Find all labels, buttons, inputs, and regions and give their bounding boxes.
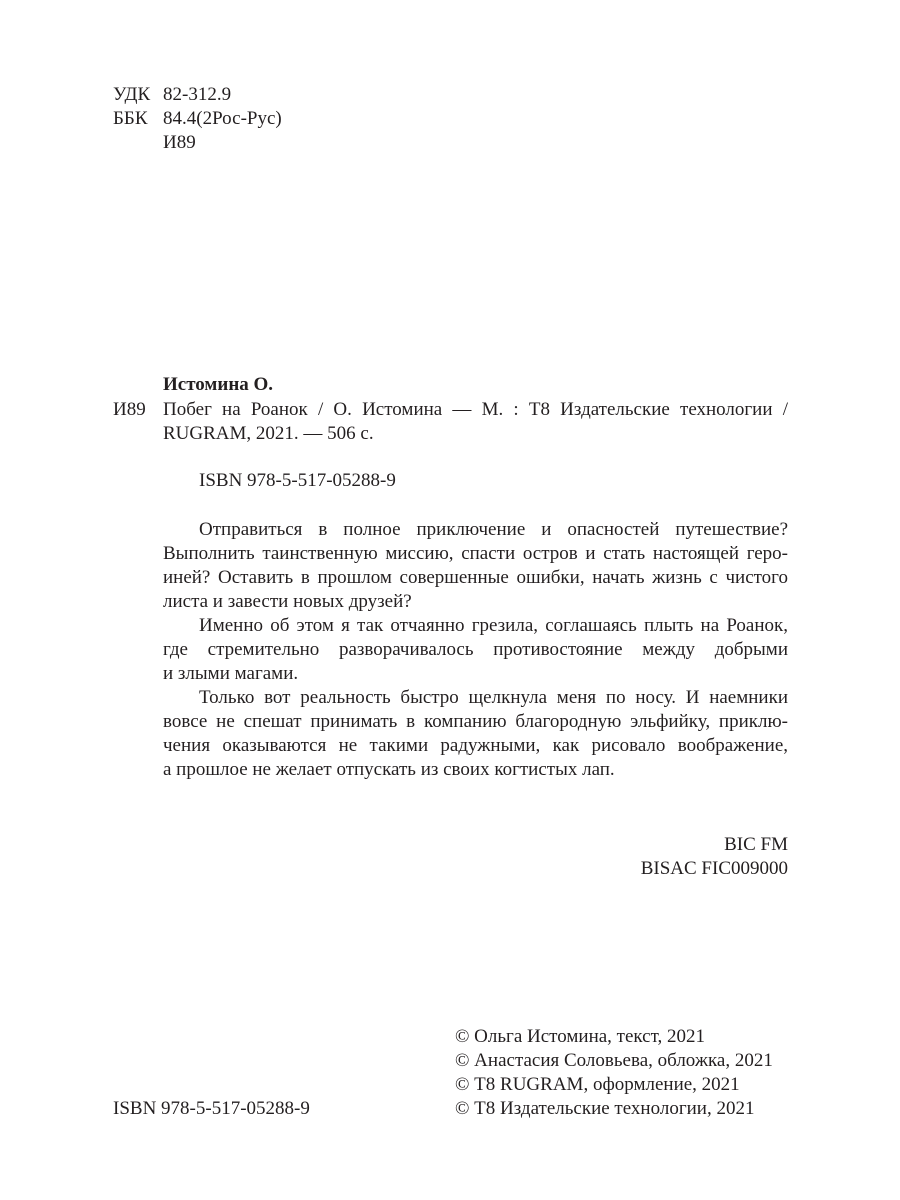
annotation-line: Отправиться в полное приключение и опасностей путешествие? <box>199 519 788 540</box>
udk-label: УДК <box>113 84 151 105</box>
bbk-label: ББК <box>113 108 148 129</box>
bbk-value: 84.4(2Рос-Рус) <box>163 108 282 129</box>
annotation-line: и злыми магами. <box>163 663 299 684</box>
annotation-line: листа и завести новых друзей? <box>163 591 412 612</box>
bib-line: Побег на Роанок / О. Истомина — М. : Т8 Издательские технологии / <box>163 399 788 420</box>
annotation-line: чения оказываются не такими радужными, как рисовало воображение, <box>163 735 788 756</box>
record-author: Истомина О. <box>163 374 274 395</box>
bib-line: RUGRAM, 2021. — 506 с. <box>163 423 374 444</box>
record-isbn: ISBN 978-5-517-05288-9 <box>199 470 396 491</box>
annotation-line: Выполнить таинственную миссию, спасти остров и стать настоящей геро- <box>163 543 788 564</box>
copyright-line: © Анастасия Соловьева, обложка, 2021 <box>455 1050 773 1071</box>
copyright-line: © Т8 Издательские технологии, 2021 <box>455 1098 755 1119</box>
annotation-line: иней? Оставить в прошлом совершенные ошибки, начать жизнь с чистого <box>163 567 788 588</box>
record-author-mark: И89 <box>113 399 146 420</box>
bisac-code: BISAC FIC009000 <box>640 858 788 879</box>
udk-value: 82-312.9 <box>163 84 232 105</box>
copyright-block <box>455 1025 773 1121</box>
bic-code: BIC FM <box>724 834 788 855</box>
annotation-line: Только вот реальность быстро щелкнула меня по носу. И наемники <box>199 687 788 708</box>
annotation-line: а прошлое не желает отпускать из своих когтистых лап. <box>163 759 615 780</box>
classification-codes <box>641 833 788 881</box>
copyright-line: © Т8 RUGRAM, оформление, 2021 <box>455 1074 740 1095</box>
annotation <box>163 518 788 782</box>
annotation-line: где стремительно разворачивалось противостояние между добрыми <box>163 639 788 660</box>
annotation-line: Именно об этом я так отчаянно грезила, соглашаясь плыть на Роанок, <box>199 615 788 636</box>
footer-isbn: ISBN 978-5-517-05288-9 <box>113 1098 310 1119</box>
copyright-line: © Ольга Истомина, текст, 2021 <box>455 1026 705 1047</box>
bibliographic-description <box>163 398 788 446</box>
annotation-line: вовсе не спешат принимать в компанию благородную эльфийку, приклю- <box>163 711 788 732</box>
author-mark-top: И89 <box>163 132 196 153</box>
